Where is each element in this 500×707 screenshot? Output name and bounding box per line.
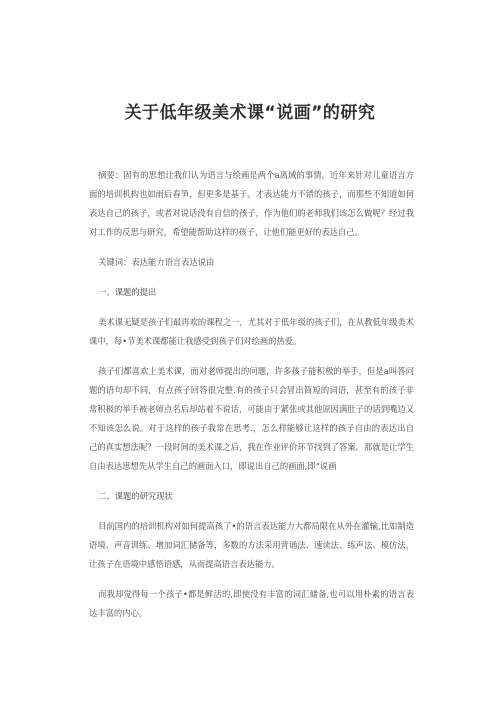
keywords-line: 关键词：表达能力语言表达说由 <box>98 257 215 267</box>
section1-paragraph-1: 美术课无疑是孩子们最再欢的课程之一，尤其对于低年级的孩子们，在从教低年级美术课中，每•节美术课都能让我感受到孩子们对绘画的热爱。 <box>89 317 414 346</box>
section2-paragraph-1: 目前国内的培训机构对如何提高孩了•的语言表达能力大都局限在从外在灌输,比如制造语境、声音训练、增加词汇储备等，多数的方法采用背诵法、速读法、练声法、模仿法，让孩子在语境中感悟语感，从而提高语言表达能力。 <box>89 521 414 569</box>
abstract-paragraph: 摘要：固有的思想让我们认为语言与绘画是两个a离域的事情。近年来针对儿童语言方面的培训机构也如雨后春笋，但更多是基于。才表达能力不错的孩子，而那些不知道如何表达自己的孩子，或者对说话没有自信的孩子，作为他们的老师我们该怎么做呢？经过我对工作的反思与研究，希望能帮助这样的孩子，让他们能更好的表达自己。 <box>89 170 414 237</box>
section1-paragraph-2: 孩子们都喜欢上美术课，面对老师提出的问题，许多孩子能积极的举手，但是a叫答问题的语句却不同，有点孩子回答很完整.有的孩子只会冒出简短的词语，甚至有的孩子非常积极的举手被老师点名后却站着不说话，可能由于紧张或其他原因满肚子的话到嘴边又不知该怎么说。对于这样的孩子我常在思考.，怎么样能够让这样的孩子自由的表达出自己的真实想法呢？一段时间的美术课之后，我在作业评价环节找到了答案。那就是让学生自由表达思想先从学生自己的画面入口，即说出自己的画面,即“说画 <box>89 366 414 471</box>
section2-paragraph-2: 而我却觉得每一个孩子•都是鲜活的,即使没有丰富的词汇储备,也可以用朴素的语言表达丰富的内心。 <box>89 589 414 618</box>
document-title: 关于低年级美术课“说画”的研究 <box>124 103 376 123</box>
document-body <box>89 166 414 634</box>
section-heading-1: 一、课题的提出 <box>98 287 157 297</box>
section-heading-2: 二、课题的研究现状 <box>98 491 173 501</box>
